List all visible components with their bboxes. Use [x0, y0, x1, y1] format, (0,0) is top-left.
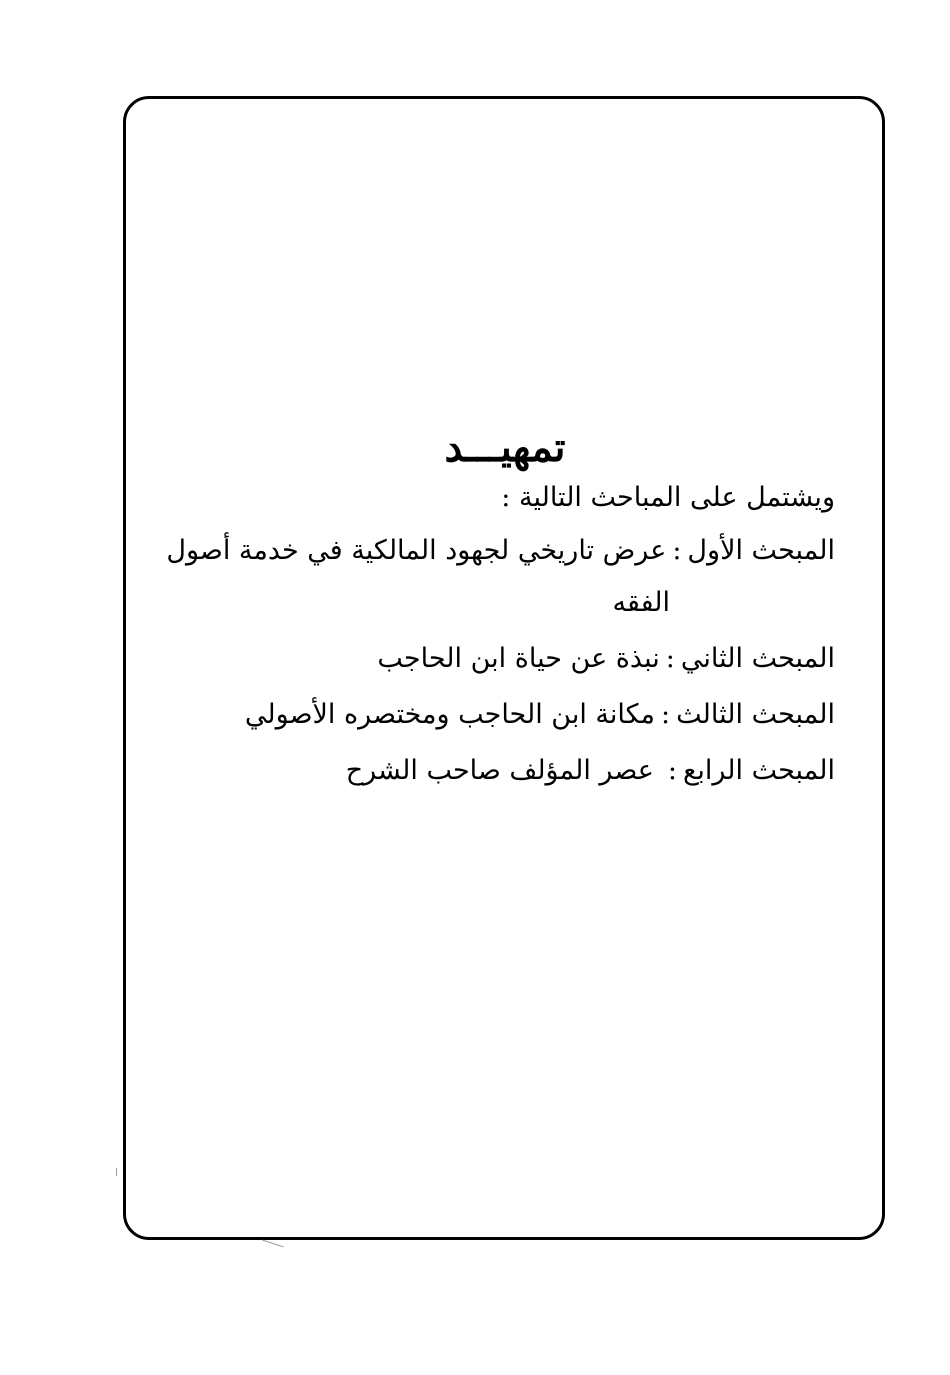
section-2	[215, 639, 835, 679]
section-1-label: المبحث الأول	[687, 535, 835, 566]
section-3-line	[215, 695, 835, 735]
section-4	[215, 751, 835, 791]
section-4-label: المبحث الرابع	[682, 755, 835, 786]
section-3-separator: :	[661, 699, 671, 730]
section-1-text: عرض تاريخي لجهود المالكية في خدمة أصول	[166, 535, 667, 566]
section-1-continuation: الفقه	[612, 587, 670, 618]
section-2-text: نبذة عن حياة ابن الحاجب	[377, 643, 660, 674]
scan-mark-left	[116, 1168, 117, 1176]
section-2-line	[215, 639, 835, 679]
section-3-text: مكانة ابن الحاجب ومختصره الأصولي	[244, 699, 656, 730]
page-title: تمهيـــد	[444, 424, 566, 471]
section-1-line	[166, 531, 835, 571]
section-4-text: عصر المؤلف صاحب الشرح	[345, 755, 654, 786]
section-3-label: المبحث الثالث	[676, 699, 835, 730]
section-1	[166, 531, 835, 623]
section-3	[215, 695, 835, 735]
section-1-separator: :	[672, 535, 682, 566]
section-4-line	[215, 751, 835, 791]
sections-list	[166, 478, 835, 807]
intro-text: ويشتمل على المباحث التالية :	[501, 482, 835, 513]
section-4-separator: :	[667, 755, 677, 786]
section-2-label: المبحث الثاني	[680, 643, 835, 674]
scan-mark-bottom	[262, 1240, 283, 1248]
section-2-separator: :	[665, 643, 675, 674]
